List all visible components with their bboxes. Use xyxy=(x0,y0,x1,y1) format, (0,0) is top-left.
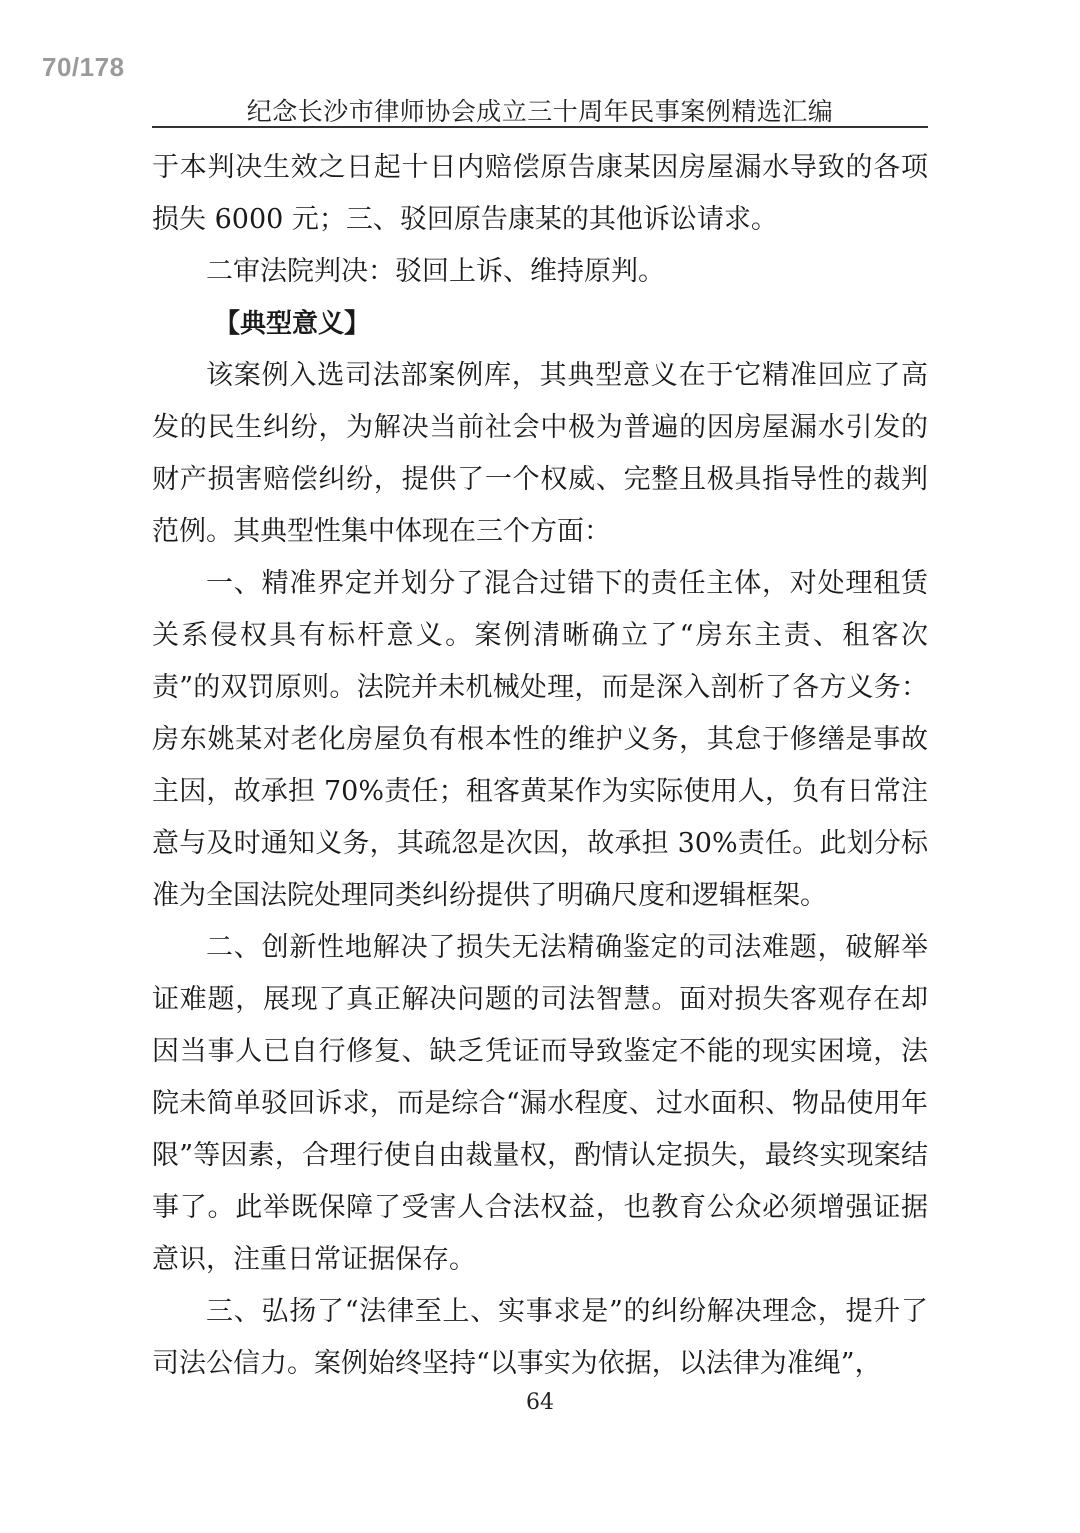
paragraph-second-instance: 二审法院判决：驳回上诉、维持原判。 xyxy=(206,256,665,287)
paragraph-point-two: 二、创新性地解决了损失无法精确鉴定的司法难题，破解举证难题，展现了真正解决问题的司法智慧。面对损失客观存在却因当事人已自行修复、缺乏凭证而导致鉴定不能的现实困境，法院未简单驳回诉求，而是综合“漏水程度、过水面积、物品使用年限”等因素，合理行使自由裁量权，酌情认定损失，最终实现案结事了。此举既保障了受害人合法权益，也教育公众必须增强证据意识，注重日常证据保存。 xyxy=(152,932,928,1275)
paragraph-significance-intro: 该案例入选司法部案例库，其典型意义在于它精准回应了高发的民生纠纷，为解决当前社会中极为普遍的因房屋漏水引发的财产损害赔偿纠纷，提供了一个权威、完整且极具指导性的裁判范例。其典型性集中体现在三个方面： xyxy=(152,360,928,547)
paragraph-judgment-continuation: 于本判决生效之日起十日内赔偿原告康某因房屋漏水导致的各项损失 6000 元；三、驳回原告康某的其他诉讼请求。 xyxy=(152,152,928,235)
paragraph-point-three: 三、弘扬了“法律至上、实事求是”的纠纷解决理念，提升了司法公信力。案例始终坚持“以事实为依据，以法律为准绳”， xyxy=(152,1296,928,1379)
header-divider xyxy=(152,126,928,128)
section-heading-significance: 【典型意义】 xyxy=(214,309,371,339)
page-number: 64 xyxy=(526,1390,554,1415)
page-counter: 70/178 xyxy=(42,52,125,82)
running-header: 纪念长沙市律师协会成立三十周年民事案例精选汇编 xyxy=(246,97,834,126)
paragraph-point-one: 一、精准界定并划分了混合过错下的责任主体，对处理租赁关系侵权具有标杆意义。案例清晰确立了“房东主责、租客次责”的双罚原则。法院并未机械处理，而是深入剖析了各方义务：房东姚某对老化房屋负有根本性的维护义务，其怠于修缮是事故主因，故承担 70%责任；租客黄某作为实际使用人，负有日常注意与及时通知义务，其疏忽是次因，故承担 30%责任。此划分标准为全国法院处理同类纠纷提供了明确尺度和逻辑框架。 xyxy=(152,568,928,911)
body-text xyxy=(152,142,928,1390)
